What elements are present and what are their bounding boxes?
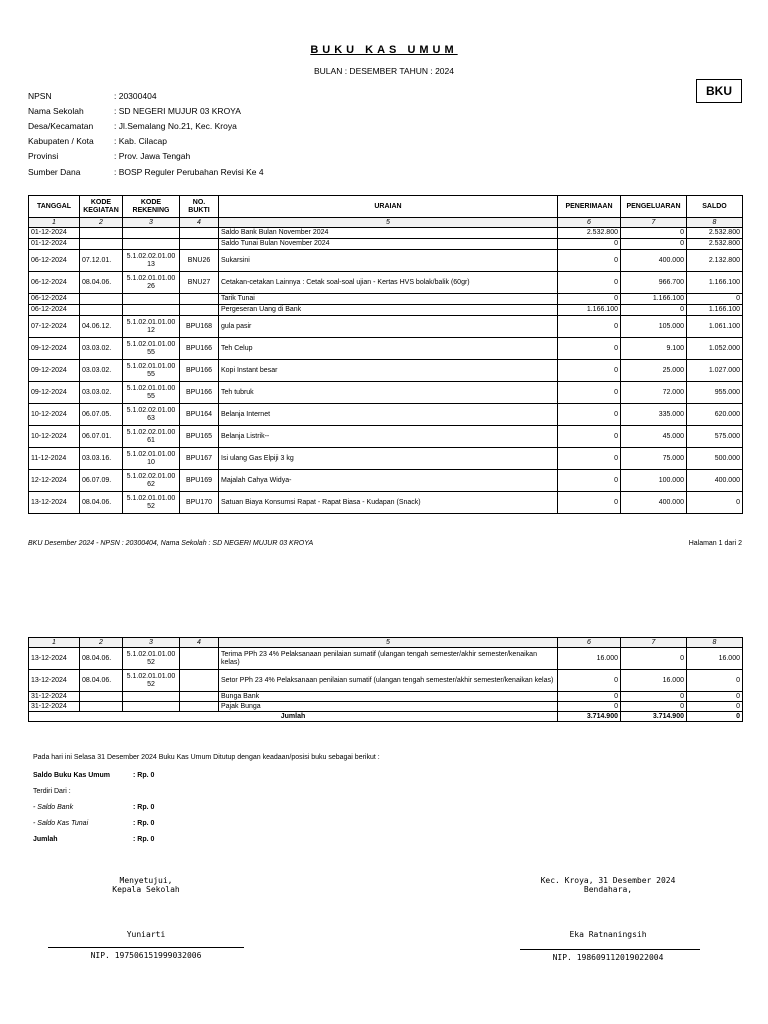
cell-tanggal: 01-12-2024 xyxy=(29,228,80,239)
col-number: 8 xyxy=(687,638,743,648)
col-number: 4 xyxy=(180,218,219,228)
cell-no-bukti: BPU166 xyxy=(180,382,219,404)
table-row xyxy=(29,382,743,404)
total-penerimaan: 3.714.900 xyxy=(558,712,621,722)
signature-left-line2: Kepala Sekolah xyxy=(112,885,180,894)
document-subtitle: BULAN : DESEMBER TAHUN : 2024 xyxy=(314,66,454,76)
summary-label: Terdiri Dari : xyxy=(33,788,71,795)
table-row xyxy=(29,404,743,426)
info-value: : SD NEGERI MUJUR 03 KROYA xyxy=(114,106,241,116)
cell-tanggal: 09-12-2024 xyxy=(29,382,80,404)
cell-pengeluaran: 45.000 xyxy=(621,426,687,448)
column-number-row xyxy=(29,218,743,228)
cell-pengeluaran: 0 xyxy=(621,702,687,712)
cell-uraian: Pajak Bunga xyxy=(219,702,558,712)
cell-penerimaan: 0 xyxy=(558,338,621,360)
cell-kode-rekening: 5.1.02.01.01.00 55 xyxy=(123,382,180,404)
cell-no-bukti xyxy=(180,228,219,239)
cell-uraian: Pergeseran Uang di Bank xyxy=(219,305,558,316)
cell-saldo: 0 xyxy=(687,670,743,692)
cell-kode-rekening: 5.1.02.02.01.00 63 xyxy=(123,404,180,426)
cell-no-bukti: BPU166 xyxy=(180,338,219,360)
cell-saldo: 2.532.800 xyxy=(687,228,743,239)
cell-penerimaan: 0 xyxy=(558,448,621,470)
cell-kode-rekening xyxy=(123,305,180,316)
col-number: 3 xyxy=(123,638,180,648)
summary-value: : Rp. 0 xyxy=(133,804,155,811)
cell-saldo: 955.000 xyxy=(687,382,743,404)
cell-penerimaan: 0 xyxy=(558,239,621,250)
cell-no-bukti xyxy=(180,239,219,250)
cell-tanggal: 13-12-2024 xyxy=(29,492,80,514)
cell-kode-kegiatan: 06.07.01. xyxy=(80,426,123,448)
info-label: Desa/Kecamatan xyxy=(28,121,94,131)
cell-pengeluaran: 335.000 xyxy=(621,404,687,426)
cell-tanggal: 13-12-2024 xyxy=(29,670,80,692)
cell-penerimaan: 0 xyxy=(558,692,621,702)
cell-pengeluaran: 72.000 xyxy=(621,382,687,404)
cell-saldo: 0 xyxy=(687,692,743,702)
cell-tanggal: 06-12-2024 xyxy=(29,305,80,316)
cell-kode-kegiatan xyxy=(80,305,123,316)
cell-penerimaan: 0 xyxy=(558,670,621,692)
summary-label: - Saldo Kas Tunai xyxy=(33,820,89,827)
table-row xyxy=(29,470,743,492)
cell-no-bukti: BNU26 xyxy=(180,250,219,272)
cell-penerimaan: 0 xyxy=(558,316,621,338)
signature-left-title xyxy=(48,876,244,894)
cell-tanggal: 06-12-2024 xyxy=(29,272,80,294)
header-kode-kegiatan: KODE KEGIATAN xyxy=(80,196,123,218)
cell-no-bukti xyxy=(180,648,219,670)
cell-penerimaan: 0 xyxy=(558,426,621,448)
cell-kode-rekening xyxy=(123,294,180,305)
cell-kode-rekening: 5.1.02.01.01.00 12 xyxy=(123,316,180,338)
cell-kode-kegiatan xyxy=(80,228,123,239)
summary-value: : Rp. 0 xyxy=(133,836,155,843)
info-label: Kabupaten / Kota xyxy=(28,136,94,146)
cash-book-table-page-2 xyxy=(28,637,743,722)
signature-left-nip: NIP. 197506151999032006 xyxy=(90,951,202,960)
cell-pengeluaran: 0 xyxy=(621,239,687,250)
signature-left-line1: Menyetujui, xyxy=(119,876,173,885)
cell-kode-rekening xyxy=(123,228,180,239)
cell-saldo: 1.166.100 xyxy=(687,305,743,316)
cell-tanggal: 07-12-2024 xyxy=(29,316,80,338)
cell-saldo: 1.052.000 xyxy=(687,338,743,360)
table-row xyxy=(29,448,743,470)
cell-saldo: 575.000 xyxy=(687,426,743,448)
table-row xyxy=(29,360,743,382)
cell-penerimaan: 2.532.800 xyxy=(558,228,621,239)
column-number-row xyxy=(29,638,743,648)
cell-saldo: 620.000 xyxy=(687,404,743,426)
cell-kode-kegiatan xyxy=(80,239,123,250)
cell-no-bukti: BPU165 xyxy=(180,426,219,448)
cell-pengeluaran: 0 xyxy=(621,305,687,316)
signature-right-title xyxy=(508,876,708,894)
cell-kode-kegiatan xyxy=(80,692,123,702)
cell-pengeluaran: 25.000 xyxy=(621,360,687,382)
info-row xyxy=(28,89,428,103)
cell-penerimaan: 16.000 xyxy=(558,648,621,670)
cell-pengeluaran: 0 xyxy=(621,228,687,239)
table-row xyxy=(29,670,743,692)
cell-penerimaan: 0 xyxy=(558,272,621,294)
table-row xyxy=(29,305,743,316)
info-row xyxy=(28,149,428,163)
summary-label: - Saldo Bank xyxy=(33,804,74,811)
cell-pengeluaran: 966.700 xyxy=(621,272,687,294)
info-label: NPSN xyxy=(28,91,52,101)
cell-uraian: Teh Celup xyxy=(219,338,558,360)
cell-no-bukti: BPU168 xyxy=(180,316,219,338)
cell-tanggal: 09-12-2024 xyxy=(29,360,80,382)
header-no-bukti: NO. BUKTI xyxy=(180,196,219,218)
cell-uraian: Kopi Instant besar xyxy=(219,360,558,382)
cell-uraian: Belanja Listrik-- xyxy=(219,426,558,448)
info-label: Sumber Dana xyxy=(28,167,81,177)
cell-tanggal: 09-12-2024 xyxy=(29,338,80,360)
cell-saldo: 500.000 xyxy=(687,448,743,470)
header-uraian: URAIAN xyxy=(219,196,558,218)
cell-penerimaan: 0 xyxy=(558,702,621,712)
cell-saldo: 0 xyxy=(687,492,743,514)
cell-no-bukti xyxy=(180,305,219,316)
cell-uraian: Satuan Biaya Konsumsi Rapat - Rapat Biasa - Kudapan (Snack) xyxy=(219,492,558,514)
signature-right-name: Eka Ratnaningsih xyxy=(569,930,647,939)
info-label: Nama Sekolah xyxy=(28,106,84,116)
cell-kode-rekening: 5.1.02.01.01.00 52 xyxy=(123,492,180,514)
cell-uraian: Cetakan-cetakan Lainnya : Cetak soal-soal ujian - Kertas HVS bolak/balik (60gr) xyxy=(219,272,558,294)
signature-right-nip: NIP. 198609112019022004 xyxy=(552,953,664,962)
cell-kode-kegiatan xyxy=(80,294,123,305)
cell-uraian: Terima PPh 23 4% Pelaksanaan penilaian sumatif (ulangan tengah semester/akhir semester/kenaikan kelas) xyxy=(219,648,558,670)
info-row xyxy=(28,134,428,148)
cash-book-table-page-1 xyxy=(28,195,743,514)
cell-no-bukti xyxy=(180,294,219,305)
cell-saldo: 400.000 xyxy=(687,470,743,492)
cell-penerimaan: 0 xyxy=(558,382,621,404)
cell-penerimaan: 0 xyxy=(558,470,621,492)
cell-penerimaan: 1.166.100 xyxy=(558,305,621,316)
col-number: 4 xyxy=(180,638,219,648)
cell-uraian: Setor PPh 23 4% Pelaksanaan penilaian sumatif (ulangan tengah semester/akhir semester/kenaikan kelas) xyxy=(219,670,558,692)
cell-penerimaan: 0 xyxy=(558,360,621,382)
cell-saldo: 2.132.800 xyxy=(687,250,743,272)
col-number: 5 xyxy=(219,218,558,228)
cell-pengeluaran: 75.000 xyxy=(621,448,687,470)
table-row xyxy=(29,648,743,670)
cell-no-bukti: BPU164 xyxy=(180,404,219,426)
cell-uraian: Teh tubruk xyxy=(219,382,558,404)
info-row xyxy=(28,104,428,118)
cell-kode-kegiatan: 06.07.09. xyxy=(80,470,123,492)
info-row xyxy=(28,119,428,133)
col-number: 7 xyxy=(621,218,687,228)
cell-kode-kegiatan: 04.06.12. xyxy=(80,316,123,338)
cell-uraian: Sukarsini xyxy=(219,250,558,272)
info-value: : 20300404 xyxy=(114,91,157,101)
header-kode-rekening: KODE REKENING xyxy=(123,196,180,218)
cell-pengeluaran: 400.000 xyxy=(621,492,687,514)
cell-no-bukti xyxy=(180,670,219,692)
cell-no-bukti xyxy=(180,702,219,712)
cell-pengeluaran: 16.000 xyxy=(621,670,687,692)
cell-uraian: Saldo Tunai Bulan November 2024 xyxy=(219,239,558,250)
cell-tanggal: 06-12-2024 xyxy=(29,294,80,305)
cell-kode-kegiatan xyxy=(80,702,123,712)
cell-kode-kegiatan: 08.04.06. xyxy=(80,670,123,692)
col-number: 1 xyxy=(29,218,80,228)
table-row xyxy=(29,294,743,305)
cell-kode-kegiatan: 08.04.06. xyxy=(80,492,123,514)
table-row xyxy=(29,492,743,514)
cell-kode-rekening: 5.1.02.02.01.00 13 xyxy=(123,250,180,272)
cell-saldo: 1.166.100 xyxy=(687,272,743,294)
cell-penerimaan: 0 xyxy=(558,250,621,272)
col-number: 8 xyxy=(687,218,743,228)
cell-kode-kegiatan: 06.07.05. xyxy=(80,404,123,426)
cell-uraian: Belanja Internet xyxy=(219,404,558,426)
cell-uraian: Tarik Tunai xyxy=(219,294,558,305)
cell-tanggal: 13-12-2024 xyxy=(29,648,80,670)
cell-no-bukti xyxy=(180,692,219,702)
cell-kode-rekening: 5.1.02.01.01.00 52 xyxy=(123,670,180,692)
table-row xyxy=(29,692,743,702)
cell-kode-kegiatan: 08.04.06. xyxy=(80,648,123,670)
page-footer-left: BKU Desember 2024 - NPSN : 20300404, Nama Sekolah : SD NEGERI MUJUR 03 KROYA xyxy=(28,540,314,547)
cell-kode-rekening xyxy=(123,239,180,250)
cell-kode-rekening: 5.1.02.01.01.00 10 xyxy=(123,448,180,470)
table-row xyxy=(29,426,743,448)
cell-saldo: 16.000 xyxy=(687,648,743,670)
table-row xyxy=(29,316,743,338)
signature-right-line2: Bendahara, xyxy=(583,885,633,894)
cell-pengeluaran: 0 xyxy=(621,692,687,702)
col-number: 1 xyxy=(29,638,80,648)
cell-tanggal: 10-12-2024 xyxy=(29,404,80,426)
summary-label: Saldo Buku Kas Umum xyxy=(33,772,111,779)
signature-left-name: Yuniarti xyxy=(126,930,166,939)
cell-kode-rekening: 5.1.02.02.01.00 62 xyxy=(123,470,180,492)
cell-tanggal: 06-12-2024 xyxy=(29,250,80,272)
cell-kode-kegiatan: 07.12.01. xyxy=(80,250,123,272)
header-pengeluaran: PENGELUARAN xyxy=(621,196,687,218)
summary-label: Jumlah xyxy=(33,836,58,843)
signature-right-line xyxy=(520,949,700,950)
total-label: Jumlah xyxy=(29,712,558,722)
cell-pengeluaran: 1.166.100 xyxy=(621,294,687,305)
cell-saldo: 1.061.100 xyxy=(687,316,743,338)
cell-tanggal: 31-12-2024 xyxy=(29,702,80,712)
cell-kode-kegiatan: 03.03.02. xyxy=(80,360,123,382)
closing-statement: Pada hari ini Selasa 31 Desember 2024 Buku Kas Umum Ditutup dengan keadaan/posisi buku sebagai berikut : xyxy=(33,754,380,761)
document-title: BUKU KAS UMUM xyxy=(310,44,458,56)
table-row xyxy=(29,702,743,712)
cell-no-bukti: BPU169 xyxy=(180,470,219,492)
cell-kode-kegiatan: 03.03.16. xyxy=(80,448,123,470)
cell-pengeluaran: 105.000 xyxy=(621,316,687,338)
cell-penerimaan: 0 xyxy=(558,294,621,305)
table-row xyxy=(29,272,743,294)
cell-no-bukti: BPU167 xyxy=(180,448,219,470)
cell-no-bukti: BNU27 xyxy=(180,272,219,294)
summary-value: : Rp. 0 xyxy=(133,820,155,827)
cell-no-bukti: BPU170 xyxy=(180,492,219,514)
cell-tanggal: 01-12-2024 xyxy=(29,239,80,250)
total-pengeluaran: 3.714.900 xyxy=(621,712,687,722)
cell-pengeluaran: 9.100 xyxy=(621,338,687,360)
info-row xyxy=(28,165,428,179)
summary-value: : Rp. 0 xyxy=(133,772,155,779)
col-number: 3 xyxy=(123,218,180,228)
cell-pengeluaran: 0 xyxy=(621,648,687,670)
cell-saldo: 0 xyxy=(687,294,743,305)
cell-kode-rekening: 5.1.02.02.01.00 61 xyxy=(123,426,180,448)
cell-tanggal: 11-12-2024 xyxy=(29,448,80,470)
signature-right-line1: Kec. Kroya, 31 Desember 2024 xyxy=(540,876,676,885)
cell-kode-kegiatan: 03.03.02. xyxy=(80,382,123,404)
cell-tanggal: 10-12-2024 xyxy=(29,426,80,448)
cell-penerimaan: 0 xyxy=(558,492,621,514)
table-header-row xyxy=(29,196,743,218)
signature-left-line xyxy=(48,947,244,948)
cell-kode-rekening: 5.1.02.01.01.00 55 xyxy=(123,360,180,382)
cell-uraian: gula pasir xyxy=(219,316,558,338)
cell-uraian: Saldo Bank Bulan November 2024 xyxy=(219,228,558,239)
bku-badge: BKU xyxy=(696,79,742,103)
info-value: : Prov. Jawa Tengah xyxy=(114,151,191,161)
table-row xyxy=(29,250,743,272)
cell-kode-kegiatan: 03.03.02. xyxy=(80,338,123,360)
cell-saldo: 2.532.800 xyxy=(687,239,743,250)
col-number: 2 xyxy=(80,218,123,228)
col-number: 5 xyxy=(219,638,558,648)
cell-uraian: Isi ulang Gas Elpiji 3 kg xyxy=(219,448,558,470)
cell-pengeluaran: 400.000 xyxy=(621,250,687,272)
header-tanggal: TANGGAL xyxy=(29,196,80,218)
table-row xyxy=(29,228,743,239)
total-row xyxy=(29,712,743,722)
cell-pengeluaran: 100.000 xyxy=(621,470,687,492)
cell-penerimaan: 0 xyxy=(558,404,621,426)
cell-kode-rekening: 5.1.02.01.01.00 52 xyxy=(123,648,180,670)
info-value: : Kab. Cilacap xyxy=(114,136,167,146)
info-value: : Jl.Semalang No.21, Kec. Kroya xyxy=(114,121,237,131)
table-row xyxy=(29,338,743,360)
cell-kode-kegiatan: 08.04.06. xyxy=(80,272,123,294)
info-label: Provinsi xyxy=(28,151,59,161)
cell-uraian: Majalah Cahya Widya- xyxy=(219,470,558,492)
cell-kode-rekening: 5.1.02.01.01.00 55 xyxy=(123,338,180,360)
table-row xyxy=(29,239,743,250)
cell-tanggal: 12-12-2024 xyxy=(29,470,80,492)
cell-uraian: Bunga Bank xyxy=(219,692,558,702)
cell-saldo: 1.027.000 xyxy=(687,360,743,382)
cell-kode-rekening xyxy=(123,702,180,712)
cell-kode-rekening xyxy=(123,692,180,702)
col-number: 6 xyxy=(558,218,621,228)
header-saldo: SALDO xyxy=(687,196,743,218)
cell-no-bukti: BPU166 xyxy=(180,360,219,382)
total-saldo: 0 xyxy=(687,712,743,722)
info-value: : BOSP Reguler Perubahan Revisi Ke 4 xyxy=(114,167,264,177)
header-penerimaan: PENERIMAAN xyxy=(558,196,621,218)
col-number: 2 xyxy=(80,638,123,648)
cell-saldo: 0 xyxy=(687,702,743,712)
col-number: 7 xyxy=(621,638,687,648)
cell-tanggal: 31-12-2024 xyxy=(29,692,80,702)
cell-kode-rekening: 5.1.02.01.01.00 26 xyxy=(123,272,180,294)
page-number: Halaman 1 dari 2 xyxy=(688,540,742,547)
col-number: 6 xyxy=(558,638,621,648)
